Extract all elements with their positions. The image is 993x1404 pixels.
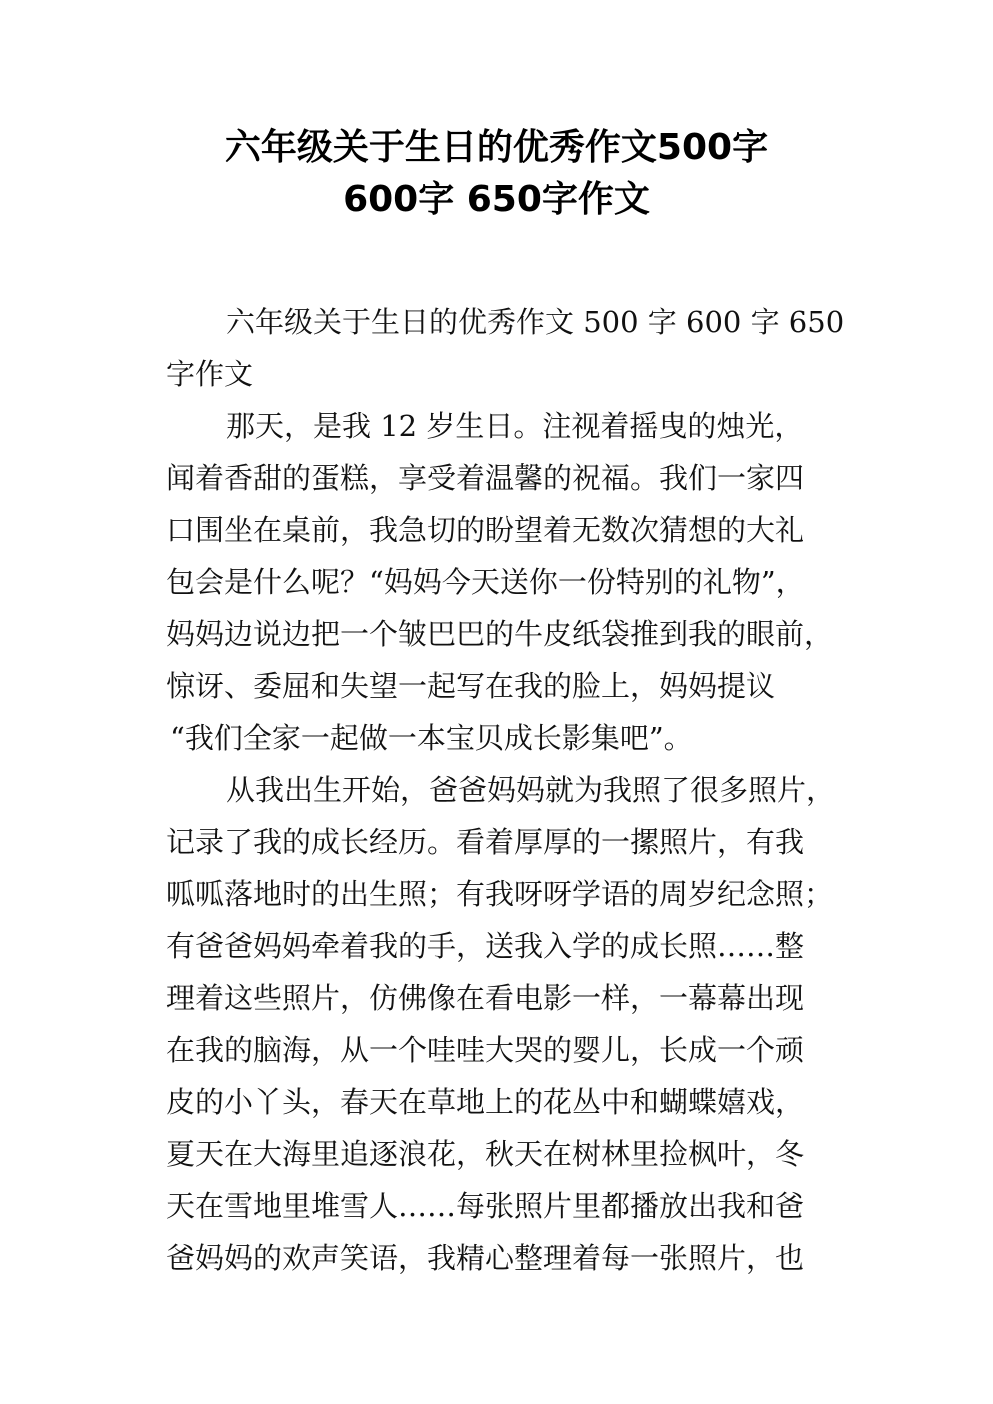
paragraph-line: 惊讶、委屈和失望一起写在我的脸上，妈妈提议 xyxy=(166,669,776,703)
paragraph-line: 六年级关于生日的优秀作文 500 字 600 字 650 xyxy=(226,305,845,339)
paragraph-line: 包会是什么呢？“妈妈今天送你一份特别的礼物”， xyxy=(166,565,805,599)
paragraph-line: 口围坐在桌前，我急切的盼望着无数次猜想的大礼 xyxy=(166,513,805,547)
paragraph-line: 那天，是我 12 岁生日。注视着摇曳的烛光， xyxy=(226,409,804,443)
paragraph-line: 记录了我的成长经历。看着厚厚的一摞照片，有我 xyxy=(166,825,805,859)
paragraph-line: 呱呱落地时的出生照；有我呀呀学语的周岁纪念照； xyxy=(166,877,834,911)
paragraph-line: 理着这些照片，仿佛像在看电影一样，一幕幕出现 xyxy=(166,981,805,1015)
paragraph-line: 天在雪地里堆雪人……每张照片里都播放出我和爸 xyxy=(166,1189,805,1223)
paragraph-line: 妈妈边说边把一个皱巴巴的牛皮纸袋推到我的眼前， xyxy=(166,617,834,651)
paragraph-line: 夏天在大海里追逐浪花，秋天在树林里捡枫叶，冬 xyxy=(166,1137,805,1171)
paragraph-line: 有爸爸妈妈牵着我的手，送我入学的成长照……整 xyxy=(166,929,805,963)
paragraph-line: 爸妈妈的欢声笑语，我精心整理着每一张照片，也 xyxy=(166,1241,805,1275)
document-title-line-2: 600字 650字作文 xyxy=(343,179,650,220)
paragraph-line: 字作文 xyxy=(166,357,254,391)
paragraph-line: “我们全家一起做一本宝贝成长影集吧”。 xyxy=(170,721,693,755)
paragraph-line: 在我的脑海，从一个哇哇大哭的婴儿，长成一个顽 xyxy=(166,1033,805,1067)
paragraph-line: 闻着香甜的蛋糕，享受着温馨的祝福。我们一家四 xyxy=(166,461,805,495)
document-title-line-1: 六年级关于生日的优秀作文500字 xyxy=(224,127,769,168)
paragraph-line: 皮的小丫头，春天在草地上的花丛中和蝴蝶嬉戏， xyxy=(166,1085,805,1119)
paragraph-line: 从我出生开始，爸爸妈妈就为我照了很多照片， xyxy=(226,773,836,807)
